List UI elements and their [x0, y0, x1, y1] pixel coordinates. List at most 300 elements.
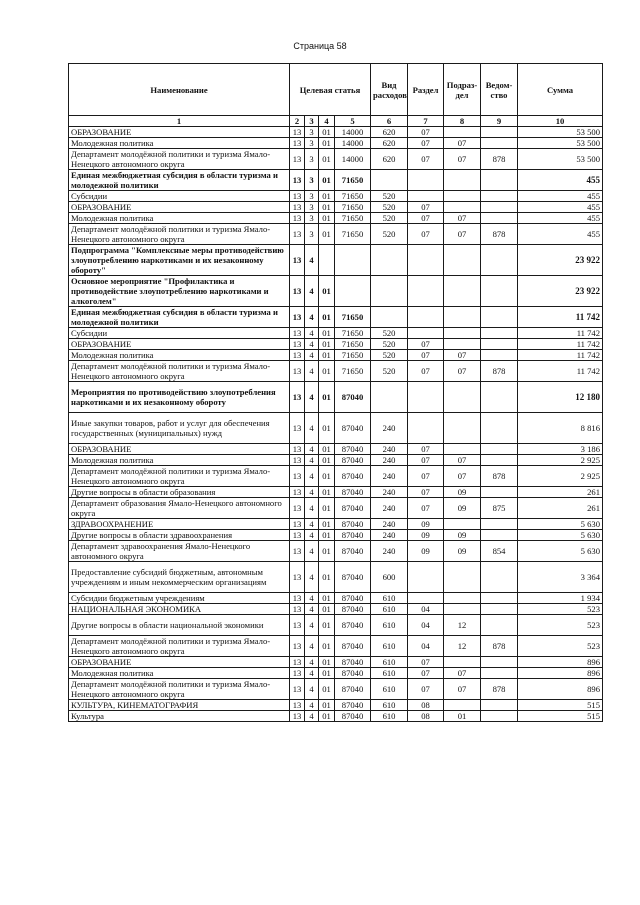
row-section — [408, 328, 444, 339]
budget-table — [68, 63, 603, 722]
row-subsection: 09 — [444, 487, 481, 498]
row-department — [481, 615, 518, 636]
row-direction-code: 87040 — [335, 413, 371, 444]
row-section: 07 — [408, 444, 444, 455]
table-row — [69, 213, 603, 224]
row-direction-code: 87040 — [335, 562, 371, 593]
row-measure-code: 01 — [319, 138, 335, 149]
row-subprogram-code: 4 — [305, 636, 319, 657]
row-subsection — [444, 276, 481, 307]
row-section: 07 — [408, 138, 444, 149]
row-section — [408, 307, 444, 328]
row-section: 07 — [408, 350, 444, 361]
row-measure-code — [319, 245, 335, 276]
row-amount: 11 742 — [518, 361, 603, 382]
row-measure-code: 01 — [319, 361, 335, 382]
row-name: Молодежная политика — [69, 138, 290, 149]
row-subprogram-code: 4 — [305, 519, 319, 530]
row-name: Департамент здравоохранения Ямало-Ненецкого автономного округа — [69, 541, 290, 562]
row-subsection: 07 — [444, 668, 481, 679]
row-section: 07 — [408, 361, 444, 382]
row-section: 07 — [408, 487, 444, 498]
row-department — [481, 487, 518, 498]
row-name: Мероприятия по противодействию злоупотребления наркотиками и их незаконному обороту — [69, 382, 290, 413]
row-name: Департамент молодёжной политики и туризма Ямало-Ненецкого автономного округа — [69, 636, 290, 657]
row-subprogram-code: 4 — [305, 530, 319, 541]
row-subsection — [444, 202, 481, 213]
row-section — [408, 413, 444, 444]
row-program-code: 13 — [290, 700, 305, 711]
row-subsection — [444, 604, 481, 615]
row-department: 878 — [481, 149, 518, 170]
row-amount: 3 364 — [518, 562, 603, 593]
row-name: Единая межбюджетная субсидия в области туризма и молодежной политики — [69, 170, 290, 191]
column-number: 8 — [444, 116, 481, 127]
row-direction-code: 71650 — [335, 213, 371, 224]
row-direction-code: 87040 — [335, 657, 371, 668]
header-target-article: Целевая статья — [290, 64, 371, 116]
row-subprogram-code: 3 — [305, 202, 319, 213]
row-subsection — [444, 245, 481, 276]
row-name: Департамент молодёжной политики и туризма Ямало-Ненецкого автономного округа — [69, 361, 290, 382]
row-subsection: 07 — [444, 138, 481, 149]
table-row — [69, 361, 603, 382]
row-expense-type: 520 — [371, 191, 408, 202]
table-row — [69, 519, 603, 530]
row-expense-type: 610 — [371, 700, 408, 711]
header-section: Раздел — [408, 64, 444, 116]
row-measure-code: 01 — [319, 127, 335, 138]
row-measure-code: 01 — [319, 224, 335, 245]
row-program-code: 13 — [290, 668, 305, 679]
row-subsection: 12 — [444, 615, 481, 636]
row-department: 878 — [481, 466, 518, 487]
row-name: Молодежная политика — [69, 668, 290, 679]
row-expense-type — [371, 382, 408, 413]
row-program-code: 13 — [290, 245, 305, 276]
row-department — [481, 711, 518, 722]
row-name: ОБРАЗОВАНИЕ — [69, 202, 290, 213]
page-number: Страница 58 — [293, 41, 347, 51]
row-subsection — [444, 519, 481, 530]
row-subprogram-code: 4 — [305, 615, 319, 636]
row-amount: 23 922 — [518, 276, 603, 307]
row-name: Департамент образования Ямало-Ненецкого автономного округа — [69, 498, 290, 519]
table-row — [69, 541, 603, 562]
table-row — [69, 149, 603, 170]
row-section: 07 — [408, 224, 444, 245]
row-direction-code: 14000 — [335, 149, 371, 170]
row-department — [481, 455, 518, 466]
row-department: 878 — [481, 636, 518, 657]
row-amount: 11 742 — [518, 307, 603, 328]
row-section — [408, 170, 444, 191]
row-direction-code — [335, 245, 371, 276]
row-section — [408, 276, 444, 307]
row-direction-code: 87040 — [335, 679, 371, 700]
row-name: Субсидии бюджетным учреждениям — [69, 593, 290, 604]
row-program-code: 13 — [290, 149, 305, 170]
column-number: 10 — [518, 116, 603, 127]
table-row — [69, 615, 603, 636]
row-program-code: 13 — [290, 213, 305, 224]
row-measure-code: 01 — [319, 562, 335, 593]
row-direction-code — [335, 276, 371, 307]
row-program-code: 13 — [290, 498, 305, 519]
row-department — [481, 668, 518, 679]
row-expense-type — [371, 276, 408, 307]
row-program-code: 13 — [290, 636, 305, 657]
row-measure-code: 01 — [319, 679, 335, 700]
row-subprogram-code: 4 — [305, 604, 319, 615]
row-measure-code: 01 — [319, 466, 335, 487]
row-measure-code: 01 — [319, 636, 335, 657]
row-department — [481, 339, 518, 350]
row-section: 09 — [408, 541, 444, 562]
column-number: 4 — [319, 116, 335, 127]
row-section: 08 — [408, 700, 444, 711]
row-amount: 8 816 — [518, 413, 603, 444]
row-measure-code: 01 — [319, 657, 335, 668]
table-row — [69, 562, 603, 593]
row-amount: 5 630 — [518, 530, 603, 541]
row-direction-code: 71650 — [335, 191, 371, 202]
row-section: 07 — [408, 455, 444, 466]
row-measure-code: 01 — [319, 604, 335, 615]
row-amount: 515 — [518, 711, 603, 722]
row-subprogram-code: 3 — [305, 170, 319, 191]
row-subsection: 07 — [444, 455, 481, 466]
row-measure-code: 01 — [319, 615, 335, 636]
row-subprogram-code: 3 — [305, 127, 319, 138]
row-subsection — [444, 382, 481, 413]
row-subprogram-code: 4 — [305, 668, 319, 679]
row-name: Субсидии — [69, 191, 290, 202]
row-program-code: 13 — [290, 541, 305, 562]
row-subsection — [444, 562, 481, 593]
row-section: 07 — [408, 149, 444, 170]
table-row — [69, 444, 603, 455]
row-subprogram-code: 4 — [305, 679, 319, 700]
row-section: 07 — [408, 127, 444, 138]
row-subsection — [444, 170, 481, 191]
row-measure-code: 01 — [319, 170, 335, 191]
row-expense-type: 240 — [371, 455, 408, 466]
row-amount: 261 — [518, 487, 603, 498]
row-measure-code: 01 — [319, 191, 335, 202]
row-name: КУЛЬТУРА, КИНЕМАТОГРАФИЯ — [69, 700, 290, 711]
row-expense-type — [371, 307, 408, 328]
row-subprogram-code: 4 — [305, 455, 319, 466]
row-program-code: 13 — [290, 224, 305, 245]
row-direction-code: 71650 — [335, 224, 371, 245]
row-amount: 1 934 — [518, 593, 603, 604]
row-expense-type: 610 — [371, 657, 408, 668]
column-number: 6 — [371, 116, 408, 127]
row-direction-code: 87040 — [335, 541, 371, 562]
row-subsection — [444, 328, 481, 339]
column-number: 7 — [408, 116, 444, 127]
header-name: Наименование — [69, 64, 290, 116]
row-direction-code: 87040 — [335, 455, 371, 466]
row-expense-type: 520 — [371, 213, 408, 224]
row-measure-code: 01 — [319, 530, 335, 541]
row-direction-code: 87040 — [335, 466, 371, 487]
row-subprogram-code: 4 — [305, 487, 319, 498]
row-amount: 11 742 — [518, 339, 603, 350]
row-name: ОБРАЗОВАНИЕ — [69, 444, 290, 455]
row-program-code: 13 — [290, 307, 305, 328]
row-measure-code: 01 — [319, 339, 335, 350]
row-name: Иные закупки товаров, работ и услуг для обеспечения государственных (муниципальных) нужд — [69, 413, 290, 444]
row-expense-type — [371, 170, 408, 191]
row-subsection: 12 — [444, 636, 481, 657]
row-measure-code: 01 — [319, 668, 335, 679]
row-subprogram-code: 3 — [305, 213, 319, 224]
row-department — [481, 307, 518, 328]
row-section: 07 — [408, 498, 444, 519]
table-row — [69, 657, 603, 668]
row-direction-code: 87040 — [335, 530, 371, 541]
row-direction-code: 71650 — [335, 350, 371, 361]
row-name: Департамент молодёжной политики и туризма Ямало-Ненецкого автономного округа — [69, 466, 290, 487]
table-row — [69, 127, 603, 138]
row-section: 07 — [408, 679, 444, 700]
row-department — [481, 657, 518, 668]
row-direction-code: 87040 — [335, 604, 371, 615]
row-subprogram-code: 4 — [305, 328, 319, 339]
row-expense-type: 240 — [371, 466, 408, 487]
row-subprogram-code: 4 — [305, 562, 319, 593]
row-expense-type: 610 — [371, 593, 408, 604]
row-program-code: 13 — [290, 276, 305, 307]
row-subprogram-code: 4 — [305, 700, 319, 711]
row-program-code: 13 — [290, 350, 305, 361]
row-amount: 11 742 — [518, 328, 603, 339]
row-program-code: 13 — [290, 328, 305, 339]
row-section: 07 — [408, 213, 444, 224]
row-expense-type: 240 — [371, 519, 408, 530]
column-number: 3 — [305, 116, 319, 127]
row-name: Подпрограмма "Комплексные меры противодействию злоупотреблению наркотиками и их незаконному обороту" — [69, 245, 290, 276]
row-measure-code: 01 — [319, 700, 335, 711]
row-section: 07 — [408, 466, 444, 487]
row-expense-type: 240 — [371, 444, 408, 455]
row-department — [481, 382, 518, 413]
row-direction-code: 87040 — [335, 700, 371, 711]
row-subprogram-code: 4 — [305, 711, 319, 722]
row-department — [481, 127, 518, 138]
row-program-code: 13 — [290, 562, 305, 593]
row-program-code: 13 — [290, 191, 305, 202]
row-section — [408, 562, 444, 593]
row-name: Департамент молодёжной политики и туризма Ямало-Ненецкого автономного округа — [69, 149, 290, 170]
column-number: 2 — [290, 116, 305, 127]
row-name: ЗДРАВООХРАНЕНИЕ — [69, 519, 290, 530]
row-section: 04 — [408, 604, 444, 615]
row-name: Основное мероприятие "Профилактика и противодействие злоупотреблению наркотиками и алкоголем" — [69, 276, 290, 307]
row-subsection — [444, 127, 481, 138]
row-measure-code: 01 — [319, 455, 335, 466]
row-expense-type: 610 — [371, 679, 408, 700]
table-row — [69, 700, 603, 711]
row-name: Субсидии — [69, 328, 290, 339]
row-department — [481, 328, 518, 339]
row-subsection: 07 — [444, 466, 481, 487]
row-name: ОБРАЗОВАНИЕ — [69, 657, 290, 668]
row-subprogram-code: 3 — [305, 224, 319, 245]
table-row — [69, 276, 603, 307]
row-subsection — [444, 307, 481, 328]
row-measure-code: 01 — [319, 413, 335, 444]
row-department — [481, 276, 518, 307]
row-expense-type: 600 — [371, 562, 408, 593]
row-amount: 2 925 — [518, 466, 603, 487]
row-program-code: 13 — [290, 413, 305, 444]
row-subprogram-code: 4 — [305, 444, 319, 455]
header-subsection: Подраз-дел — [444, 64, 481, 116]
row-measure-code: 01 — [319, 593, 335, 604]
table-row — [69, 350, 603, 361]
row-section: 04 — [408, 636, 444, 657]
row-expense-type: 240 — [371, 498, 408, 519]
table-row — [69, 498, 603, 519]
table-row — [69, 191, 603, 202]
row-name: Другие вопросы в области образования — [69, 487, 290, 498]
header-expense-type: Вид расходов — [371, 64, 408, 116]
table-row — [69, 668, 603, 679]
row-subprogram-code: 4 — [305, 307, 319, 328]
row-subprogram-code: 3 — [305, 149, 319, 170]
row-subprogram-code: 4 — [305, 382, 319, 413]
row-section: 07 — [408, 202, 444, 213]
row-amount: 53 500 — [518, 149, 603, 170]
row-subsection — [444, 339, 481, 350]
row-department — [481, 170, 518, 191]
row-name: Молодежная политика — [69, 213, 290, 224]
row-amount: 11 742 — [518, 350, 603, 361]
row-section: 09 — [408, 530, 444, 541]
row-measure-code: 01 — [319, 487, 335, 498]
row-subsection — [444, 700, 481, 711]
row-department: 878 — [481, 224, 518, 245]
table-row — [69, 679, 603, 700]
column-number-row — [69, 116, 603, 127]
row-expense-type: 240 — [371, 541, 408, 562]
column-number: 9 — [481, 116, 518, 127]
row-subprogram-code: 4 — [305, 593, 319, 604]
row-program-code: 13 — [290, 138, 305, 149]
row-program-code: 13 — [290, 127, 305, 138]
row-subprogram-code: 4 — [305, 350, 319, 361]
row-direction-code: 87040 — [335, 636, 371, 657]
row-expense-type: 610 — [371, 615, 408, 636]
row-program-code: 13 — [290, 444, 305, 455]
row-direction-code: 14000 — [335, 138, 371, 149]
row-subprogram-code: 4 — [305, 339, 319, 350]
row-amount: 12 180 — [518, 382, 603, 413]
row-name: Культура — [69, 711, 290, 722]
row-measure-code: 01 — [319, 541, 335, 562]
row-department — [481, 213, 518, 224]
row-expense-type: 520 — [371, 361, 408, 382]
row-direction-code: 87040 — [335, 487, 371, 498]
row-amount: 896 — [518, 668, 603, 679]
row-expense-type: 240 — [371, 487, 408, 498]
table-row — [69, 413, 603, 444]
row-department — [481, 604, 518, 615]
table-body — [69, 127, 603, 722]
row-department — [481, 530, 518, 541]
row-section: 07 — [408, 668, 444, 679]
row-direction-code: 87040 — [335, 668, 371, 679]
row-amount: 455 — [518, 191, 603, 202]
row-department — [481, 202, 518, 213]
row-subsection — [444, 657, 481, 668]
row-name: Департамент молодёжной политики и туризма Ямало-Ненецкого автономного округа — [69, 679, 290, 700]
row-measure-code: 01 — [319, 350, 335, 361]
row-subprogram-code: 4 — [305, 541, 319, 562]
table-row — [69, 487, 603, 498]
row-amount: 896 — [518, 657, 603, 668]
row-department: 875 — [481, 498, 518, 519]
row-direction-code: 71650 — [335, 202, 371, 213]
row-subsection: 01 — [444, 711, 481, 722]
row-subsection — [444, 191, 481, 202]
row-department: 878 — [481, 361, 518, 382]
row-expense-type — [371, 245, 408, 276]
row-section — [408, 245, 444, 276]
row-subsection: 09 — [444, 541, 481, 562]
row-program-code: 13 — [290, 382, 305, 413]
table-row — [69, 224, 603, 245]
row-measure-code: 01 — [319, 213, 335, 224]
row-expense-type: 240 — [371, 413, 408, 444]
row-subprogram-code: 4 — [305, 361, 319, 382]
row-program-code: 13 — [290, 679, 305, 700]
table-row — [69, 636, 603, 657]
row-direction-code: 71650 — [335, 307, 371, 328]
table-row — [69, 170, 603, 191]
row-amount: 515 — [518, 700, 603, 711]
table-row — [69, 593, 603, 604]
row-direction-code: 14000 — [335, 127, 371, 138]
row-department: 854 — [481, 541, 518, 562]
row-department: 878 — [481, 679, 518, 700]
row-name: НАЦИОНАЛЬНАЯ ЭКОНОМИКА — [69, 604, 290, 615]
table-row — [69, 711, 603, 722]
table-row — [69, 328, 603, 339]
row-department — [481, 191, 518, 202]
row-section — [408, 593, 444, 604]
row-name: Единая межбюджетная субсидия в области туризма и молодежной политики — [69, 307, 290, 328]
row-subprogram-code: 3 — [305, 191, 319, 202]
row-amount: 896 — [518, 679, 603, 700]
row-program-code: 13 — [290, 593, 305, 604]
row-expense-type: 610 — [371, 636, 408, 657]
header-amount: Сумма — [518, 64, 603, 116]
row-amount: 523 — [518, 615, 603, 636]
row-measure-code: 01 — [319, 307, 335, 328]
row-measure-code: 01 — [319, 711, 335, 722]
row-name: Другие вопросы в области национальной экономики — [69, 615, 290, 636]
table-row — [69, 604, 603, 615]
row-program-code: 13 — [290, 615, 305, 636]
row-expense-type: 240 — [371, 530, 408, 541]
row-amount: 523 — [518, 604, 603, 615]
row-amount: 23 922 — [518, 245, 603, 276]
row-name: Предоставление субсидий бюджетным, автономным учреждениям и иным некоммерческим организациям — [69, 562, 290, 593]
